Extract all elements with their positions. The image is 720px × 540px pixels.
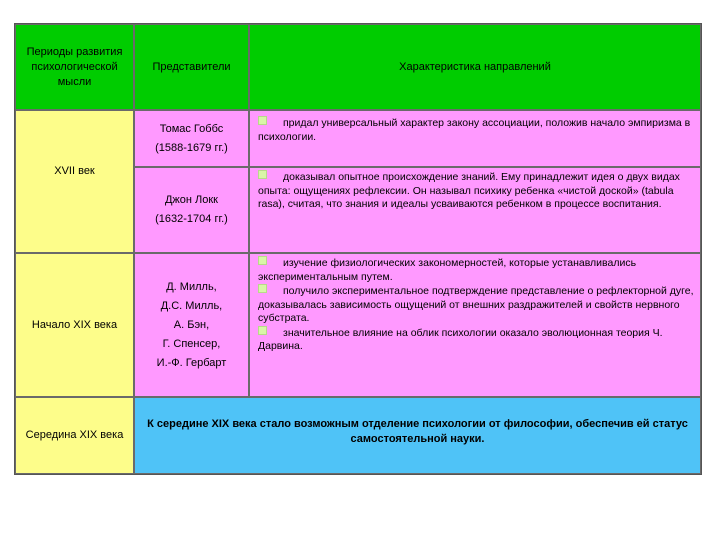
- bullet-icon: [258, 170, 267, 179]
- rep-locke-name: Джон Локк: [164, 194, 218, 206]
- bullet-icon: [258, 326, 267, 335]
- rep-hobbes-years: (1588-1679 гг.): [155, 141, 228, 154]
- period-mid-xix: [15, 397, 134, 474]
- char-hobbes: [249, 110, 701, 167]
- char-early-xix-text-3: значительное влияние на облик психологии оказало эволюционная теория Ч. Дарвина.: [258, 326, 663, 352]
- header-characteristics: [249, 24, 701, 110]
- bullet-icon: [258, 284, 267, 293]
- char-locke-text: доказывал опытное происхождение знаний. Ему принадлежит идея о двух видах опыта: ощущениях рефлексии. Он называл психику ребенка «чистой доской» (tabula rasa), считая, что знания и идеалы усваиваются ребенком в процессе воспитания.: [258, 171, 680, 210]
- char-hobbes-item: [258, 116, 694, 144]
- char-early-xix-item-3: [258, 326, 694, 354]
- period-xvii-label: XVII век: [54, 165, 95, 177]
- header-periods-label: Периоды развития психологической мысли: [26, 45, 123, 88]
- header-periods: [15, 24, 134, 110]
- char-locke: [249, 167, 701, 253]
- rep-hobbes-name: Томас Гоббс: [159, 122, 224, 135]
- char-early-xix-text-2: получило экспериментальное подтверждение представление о рефлекторной дуге, доказывалась зависимость ощущений от внешних раздражителей и свойств нервного субстрата.: [258, 285, 694, 324]
- char-early-xix-item-1: [258, 256, 694, 284]
- header-representatives: [134, 24, 249, 110]
- bullet-icon: [258, 256, 267, 265]
- period-early-xix-label: Начало XIX века: [31, 318, 118, 331]
- rep-herbart: И.-Ф. Гербарт: [156, 356, 227, 369]
- period-mid-xix-label: Середина XIX века: [25, 429, 124, 441]
- rep-early-xix: [134, 253, 249, 397]
- rep-hobbes: [134, 110, 249, 167]
- summary-mid-xix: [134, 397, 701, 474]
- rep-spencer: Г. Спенсер,: [162, 337, 221, 350]
- header-characteristics-label: Характеристика направлений: [399, 60, 551, 73]
- rep-bain: А. Бэн,: [173, 318, 210, 331]
- period-early-xix: [15, 253, 134, 397]
- char-early-xix-item-2: [258, 284, 694, 326]
- periods-table: [14, 23, 702, 475]
- char-hobbes-text: придал универсальный характер закону ассоциации, положив начало эмпиризма в психологии.: [258, 117, 691, 143]
- rep-locke-years: (1632-1704 гг.): [155, 213, 228, 225]
- rep-mill-js: Д.С. Милль,: [160, 299, 223, 312]
- bullet-icon: [258, 116, 267, 125]
- char-early-xix: [249, 253, 701, 397]
- rep-mill-d: Д. Милль,: [166, 280, 217, 293]
- char-early-xix-text-1: изучение физиологических закономерностей, которые устанавливались экспериментальным путем.: [258, 257, 637, 283]
- period-xvii: [15, 110, 134, 253]
- rep-locke: [134, 167, 249, 253]
- summary-mid-xix-text: К середине XIX века стало возможным отделение психологии от философии, обеспечив ей статус самостоятельной науки.: [147, 417, 688, 445]
- header-representatives-label: Представители: [152, 60, 231, 73]
- char-locke-item: [258, 170, 694, 212]
